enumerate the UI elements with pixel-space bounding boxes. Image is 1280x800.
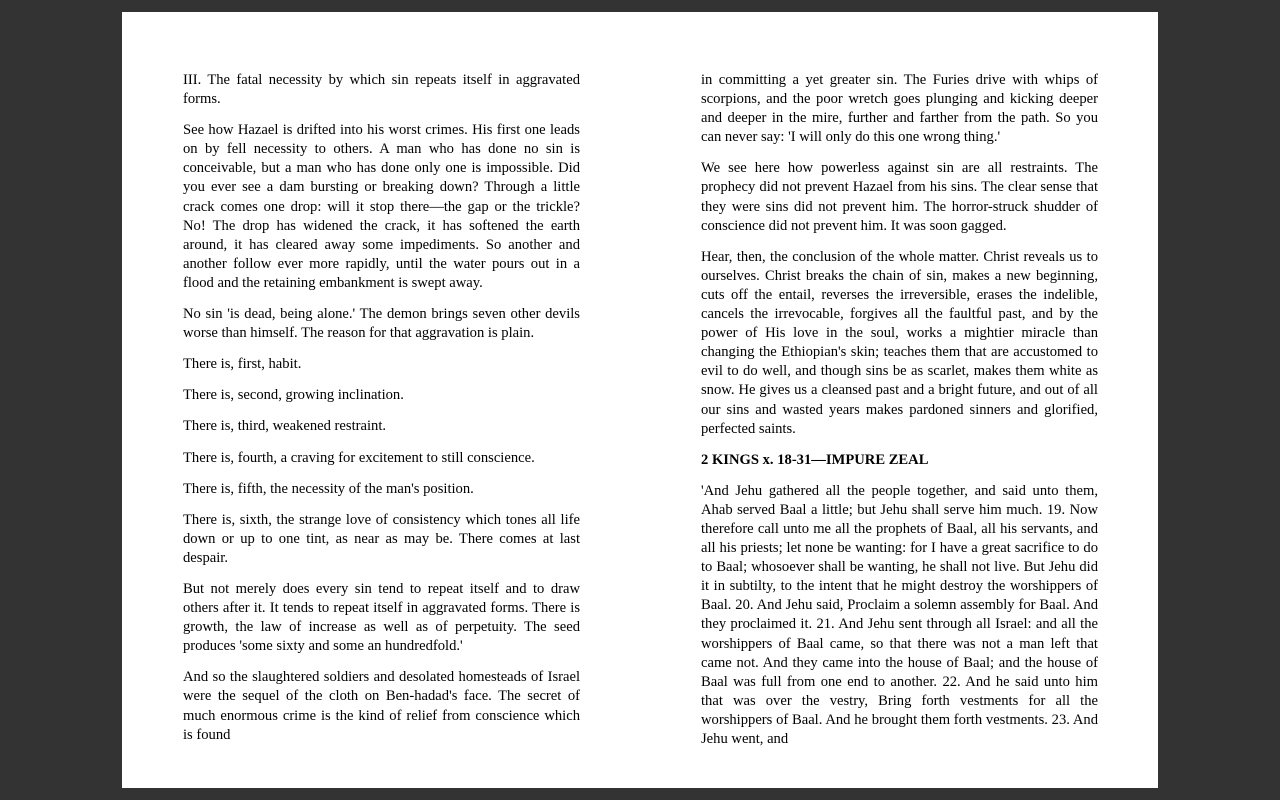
paragraph: There is, fifth, the necessity of the man's position. (183, 480, 474, 497)
paragraph: in committing a yet greater sin. The Furies drive with whips of scorpions, and the poor wretch goes plunging and kicking deeper and deeper in the mire, further and farther from the path. So you can never say: 'I will only do this one wrong thing.' (701, 72, 1098, 146)
paragraph: We see here how powerless against sin are all restraints. The prophecy did not prevent Hazael from his sins. The clear sense that they were sins did not prevent him. The horror-struck shudder of conscience did not prevent him. It was soon gagged. (701, 160, 1098, 234)
paragraph: But not merely does every sin tend to repeat itself and to draw others after it. It tends to repeat itself in aggravated forms. There is growth, the law of increase as well as of perpetuity. The seed produces 'some sixty and some an hundredfold.' (183, 580, 580, 655)
left-page-column (183, 71, 580, 757)
book-spread (122, 12, 1158, 788)
paragraph: There is, second, growing inclination. (183, 387, 404, 404)
section-heading: 2 KINGS x. 18-31—IMPURE ZEAL (701, 451, 929, 468)
paragraph: There is, sixth, the strange love of consistency which tones all life down or up to one tint, as near as may be. There comes at last despair. (183, 511, 580, 566)
paragraph: 'And Jehu gathered all the people together, and said unto them, Ahab served Baal a little; but Jehu shall serve him much. 19. Now therefore call unto me all the prophets of Baal, all his servants, and all his priests; let none be wanting: for I have a great sacrifice to do to Baal; whosoever shall be wanting, he shall not live. But Jehu did it in subtilty, to the intent that he might destroy the worshippers of Baal. 20. And Jehu said, Proclaim a solemn assembly for Baal. And they proclaimed it. 21. And Jehu sent through all Israel: and all the worshippers of Baal came, so that there was not a man left that came not. And they came into the house of Baal; and the house of Baal was full from one end to another. 22. And he said unto him that was over the vestry, Bring forth vestments for all the worshippers of Baal. And he brought them forth vestments. 23. And Jehu went, and (701, 482, 1098, 747)
paragraph: There is, first, habit. (183, 356, 302, 373)
paragraph: And so the slaughtered soldiers and desolated homesteads of Israel were the sequel of the cloth on Ben-hadad's face. The secret of much enormous crime is the kind of relief from conscience which is found (183, 669, 580, 743)
paragraph: III. The fatal necessity by which sin repeats itself in aggravated forms. (183, 72, 580, 108)
right-page-column (701, 71, 1098, 761)
paragraph: Hear, then, the conclusion of the whole matter. Christ reveals us to ourselves. Christ breaks the chain of sin, makes a new beginning, cuts off the entail, reverses the irreversible, erases the indelible, cancels the irrevocable, forgives all the faultful past, and by the power of His love in the soul, works a mightier miracle than changing the Ethiopian's skin; teaches them that are accustomed to evil to do well, and though sins be as scarlet, makes them white as snow. He gives us a cleansed past and a bright future, and out of all our sins and wasted years makes pardoned sinners and glorified, perfected saints. (701, 248, 1098, 437)
paragraph: There is, fourth, a craving for excitement to still conscience. (183, 449, 535, 466)
paragraph: See how Hazael is drifted into his worst crimes. His first one leads on by fell necessity to others. A man who has done no sin is conceivable, but a man who has done only one is impossible. Did you ever see a dam bursting or breaking down? Through a little crack comes one drop: will it stop there—the gap or the trickle? No! The drop has widened the crack, it has softened the earth around, it has cleared away some impediments. So another and another follow ever more rapidly, until the water pours out in a flood and the retaining embankment is swept away. (183, 122, 580, 291)
paragraph: No sin 'is dead, being alone.' The demon brings seven other devils worse than himself. The reason for that aggravation is plain. (183, 306, 580, 342)
paragraph: There is, third, weakened restraint. (183, 418, 387, 435)
